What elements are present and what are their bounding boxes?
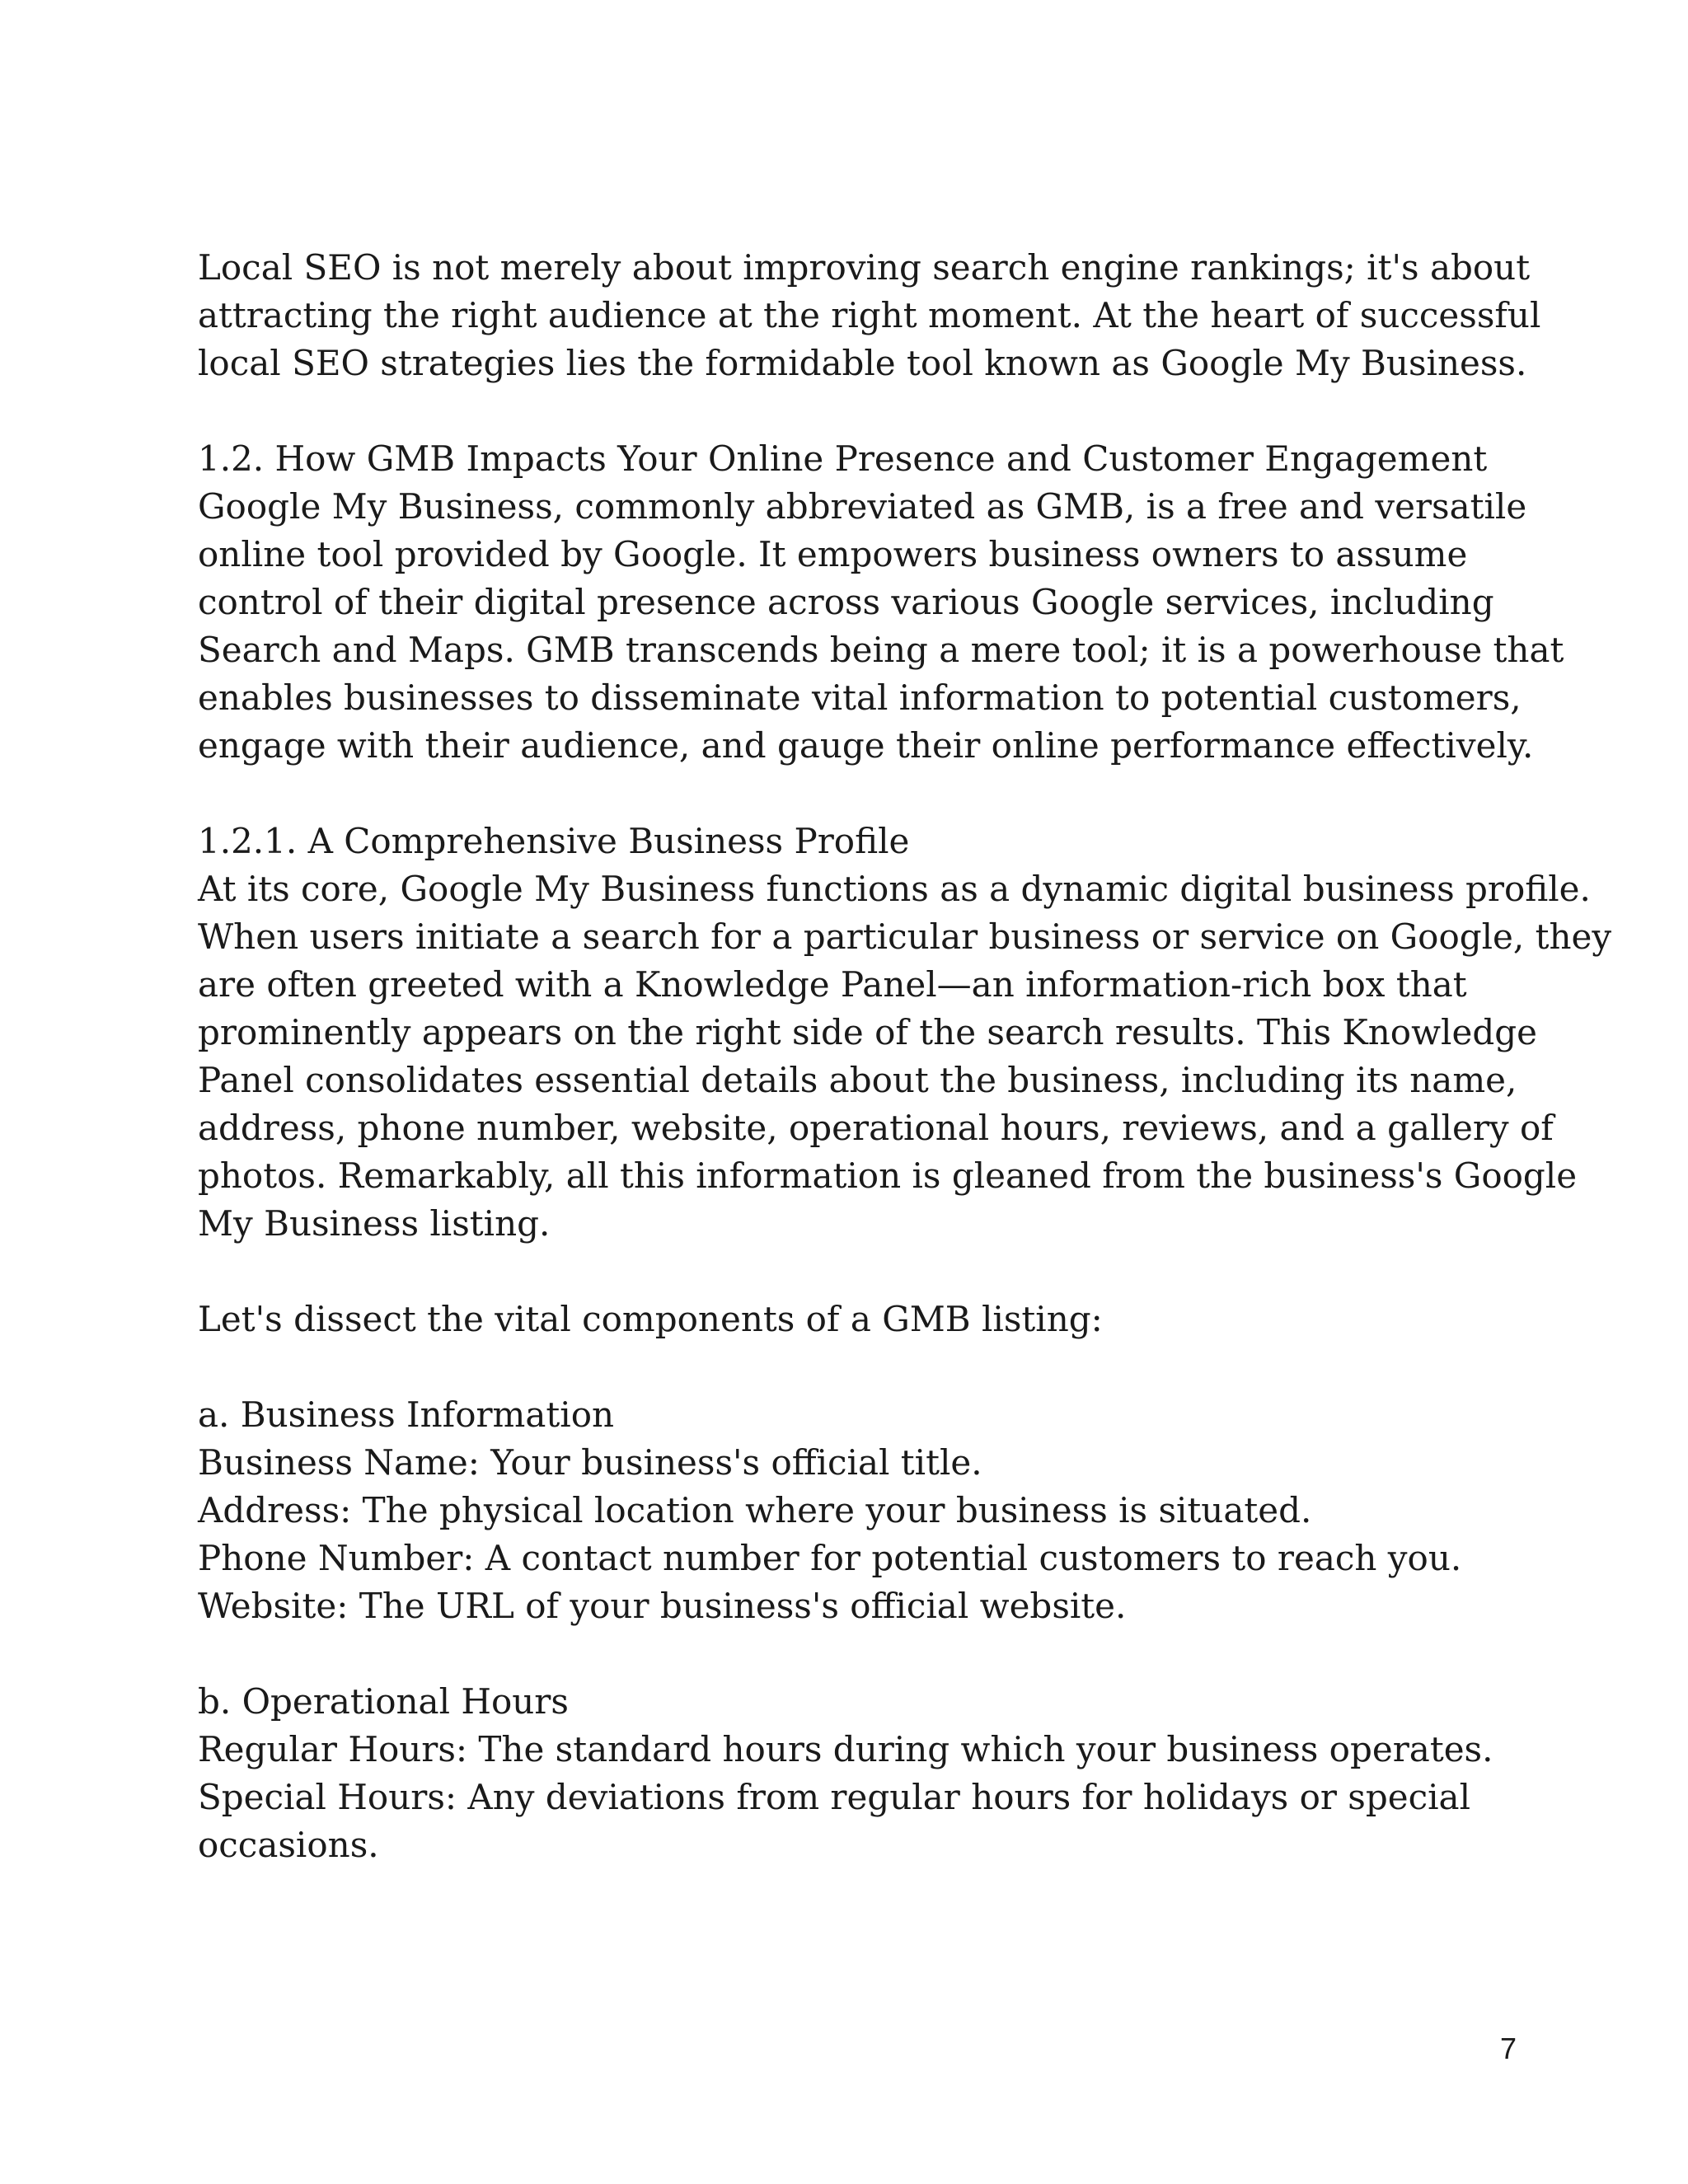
text-line: photos. Remarkably, all this information is gleaned from the business's Google <box>198 1155 1578 1196</box>
list-heading: b. Operational Hours <box>198 1681 569 1722</box>
text-line: Search and Maps. GMB transcends being a mere tool; it is a powerhouse that <box>198 630 1564 670</box>
paragraph-business-information <box>198 1391 1500 1630</box>
text-line: are often greeted with a Knowledge Panel—an information-rich box that <box>198 964 1467 1005</box>
text-line: online tool provided by Google. It empowers business owners to assume <box>198 534 1468 574</box>
list-item: Special Hours: Any deviations from regular hours for holidays or special <box>198 1777 1471 1817</box>
subsection-heading: 1.2.1. A Comprehensive Business Profile <box>198 821 910 861</box>
paragraph-gap <box>198 1343 1500 1391</box>
paragraph-gap <box>198 387 1500 435</box>
text-line: engage with their audience, and gauge their online performance effectively. <box>198 725 1534 766</box>
paragraph-gap <box>198 1248 1500 1296</box>
text-line: Local SEO is not merely about improving search engine rankings; it's about <box>198 247 1531 288</box>
paragraph-operational-hours <box>198 1678 1500 1869</box>
list-item: Phone Number: A contact number for potential customers to reach you. <box>198 1538 1462 1578</box>
text-line: At its core, Google My Business functions as a dynamic digital business profile. <box>198 869 1591 909</box>
text-line: local SEO strategies lies the formidable tool known as Google My Business. <box>198 343 1527 383</box>
paragraph-gap <box>198 770 1500 818</box>
page-number: 7 <box>1499 2032 1517 2065</box>
text-line: prominently appears on the right side of the search results. This Knowledge <box>198 1012 1537 1052</box>
paragraph-intro <box>198 244 1541 387</box>
text-line: When users initiate a search for a particular business or service on Google, they <box>198 916 1612 957</box>
list-item: Address: The physical location where your business is situated. <box>198 1490 1312 1530</box>
paragraph-section-1-2-1 <box>198 818 1612 1248</box>
list-item: Business Name: Your business's official title. <box>198 1442 982 1483</box>
text-line: Panel consolidates essential details about the business, including its name, <box>198 1060 1517 1100</box>
text-line: attracting the right audience at the right moment. At the heart of successful <box>198 295 1541 335</box>
document-body <box>198 244 1612 1869</box>
section-heading: 1.2. How GMB Impacts Your Online Presence and Customer Engagement <box>198 438 1488 479</box>
list-item: Website: The URL of your business's official website. <box>198 1586 1127 1626</box>
list-item: occasions. <box>198 1825 379 1865</box>
text-line: Google My Business, commonly abbreviated as GMB, is a free and versatile <box>198 486 1527 527</box>
text-line: control of their digital presence across various Google services, including <box>198 582 1494 622</box>
text-line: My Business listing. <box>198 1203 551 1244</box>
paragraph-gap <box>198 1630 1500 1678</box>
text-line: enables businesses to disseminate vital information to potential customers, <box>198 677 1522 718</box>
text-line: address, phone number, website, operational hours, reviews, and a gallery of <box>198 1108 1554 1148</box>
paragraph-components-intro <box>198 1296 1500 1343</box>
text-line: Let's dissect the vital components of a GMB listing: <box>198 1299 1103 1339</box>
list-heading: a. Business Information <box>198 1394 615 1435</box>
paragraph-section-1-2 <box>198 435 1564 770</box>
list-item: Regular Hours: The standard hours during which your business operates. <box>198 1729 1493 1769</box>
